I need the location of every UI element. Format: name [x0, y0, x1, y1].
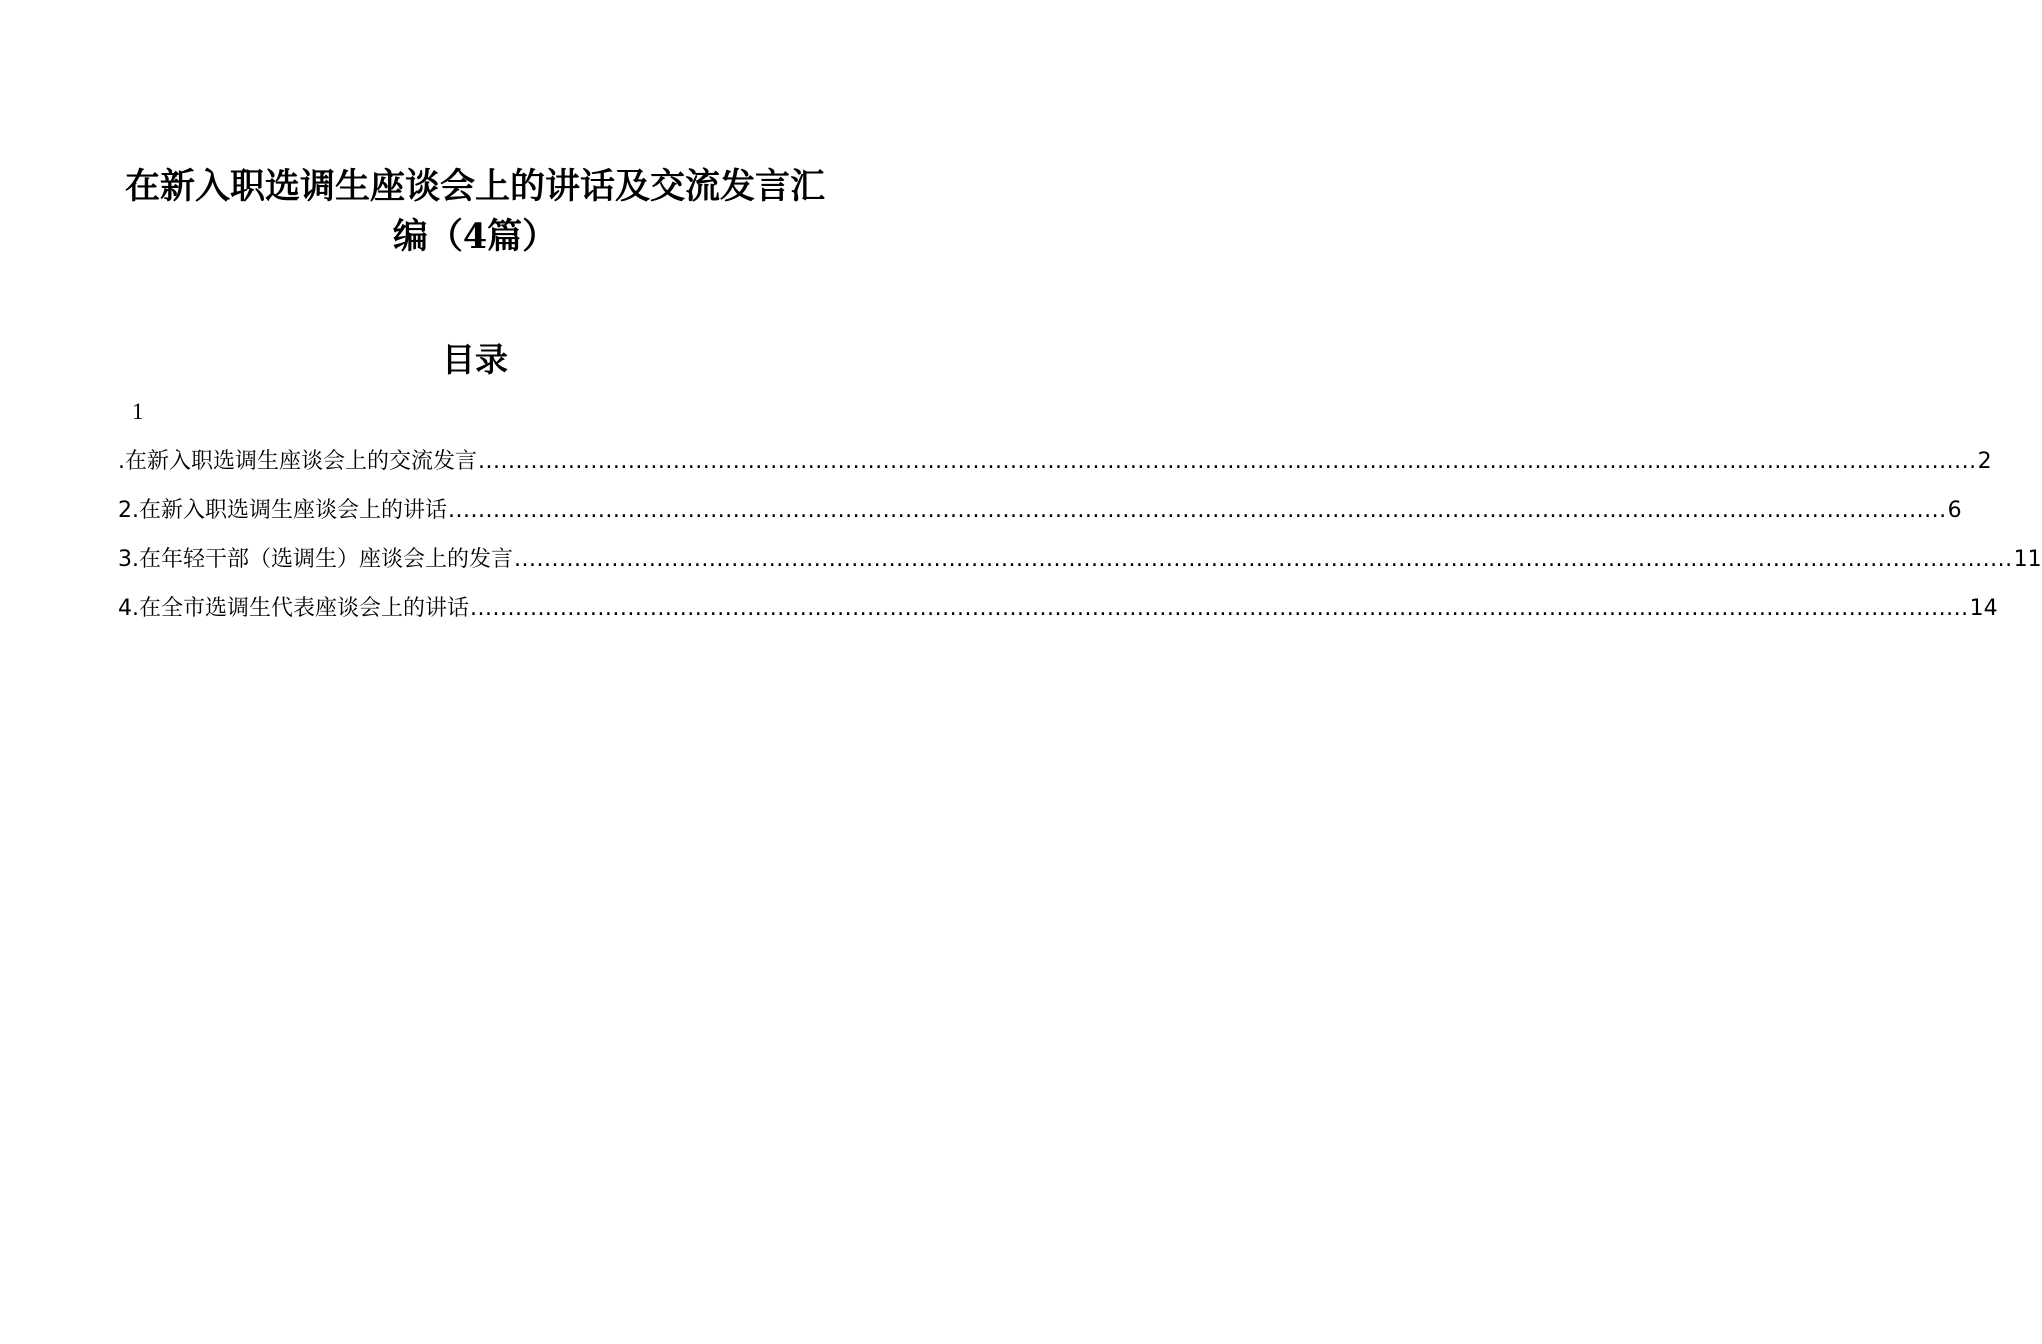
document-title-line-2: 编（4篇）: [392, 216, 558, 257]
toc-dot-leader: ........................................................................................................................................................................................................: [478, 449, 1977, 474]
toc-heading: 目录: [442, 340, 508, 379]
toc-entry-page: 14: [1969, 596, 1998, 621]
toc-dot-leader: ........................................................................................................................................................................................................: [514, 547, 2013, 572]
toc-entry-page: 2: [1977, 449, 1992, 474]
toc-stray-number: 1: [132, 399, 144, 424]
toc-entry[interactable]: [118, 444, 1992, 493]
toc-entry-page: 11: [2013, 547, 2042, 572]
toc-entry[interactable]: [118, 493, 1962, 542]
toc-entry[interactable]: [118, 542, 2042, 591]
toc-entry-title: 3.在年轻干部（选调生）座谈会上的发言: [118, 547, 513, 572]
document-title-line-1: 在新入职选调生座谈会上的讲话及交流发言汇: [124, 166, 825, 207]
toc-entry[interactable]: [118, 591, 1998, 640]
toc-entry-title: .在新入职选调生座谈会上的交流发言: [118, 449, 477, 474]
toc-dot-leader: ........................................................................................................................................................................................................: [470, 596, 1969, 621]
toc-entry-title: 4.在全市选调生代表座谈会上的讲话: [118, 596, 469, 621]
toc-entry-page: 6: [1947, 498, 1962, 523]
toc-dot-leader: ........................................................................................................................................................................................................: [448, 498, 1947, 523]
table-of-contents: [118, 444, 2042, 640]
toc-entry-title: 2.在新入职选调生座谈会上的讲话: [118, 498, 447, 523]
